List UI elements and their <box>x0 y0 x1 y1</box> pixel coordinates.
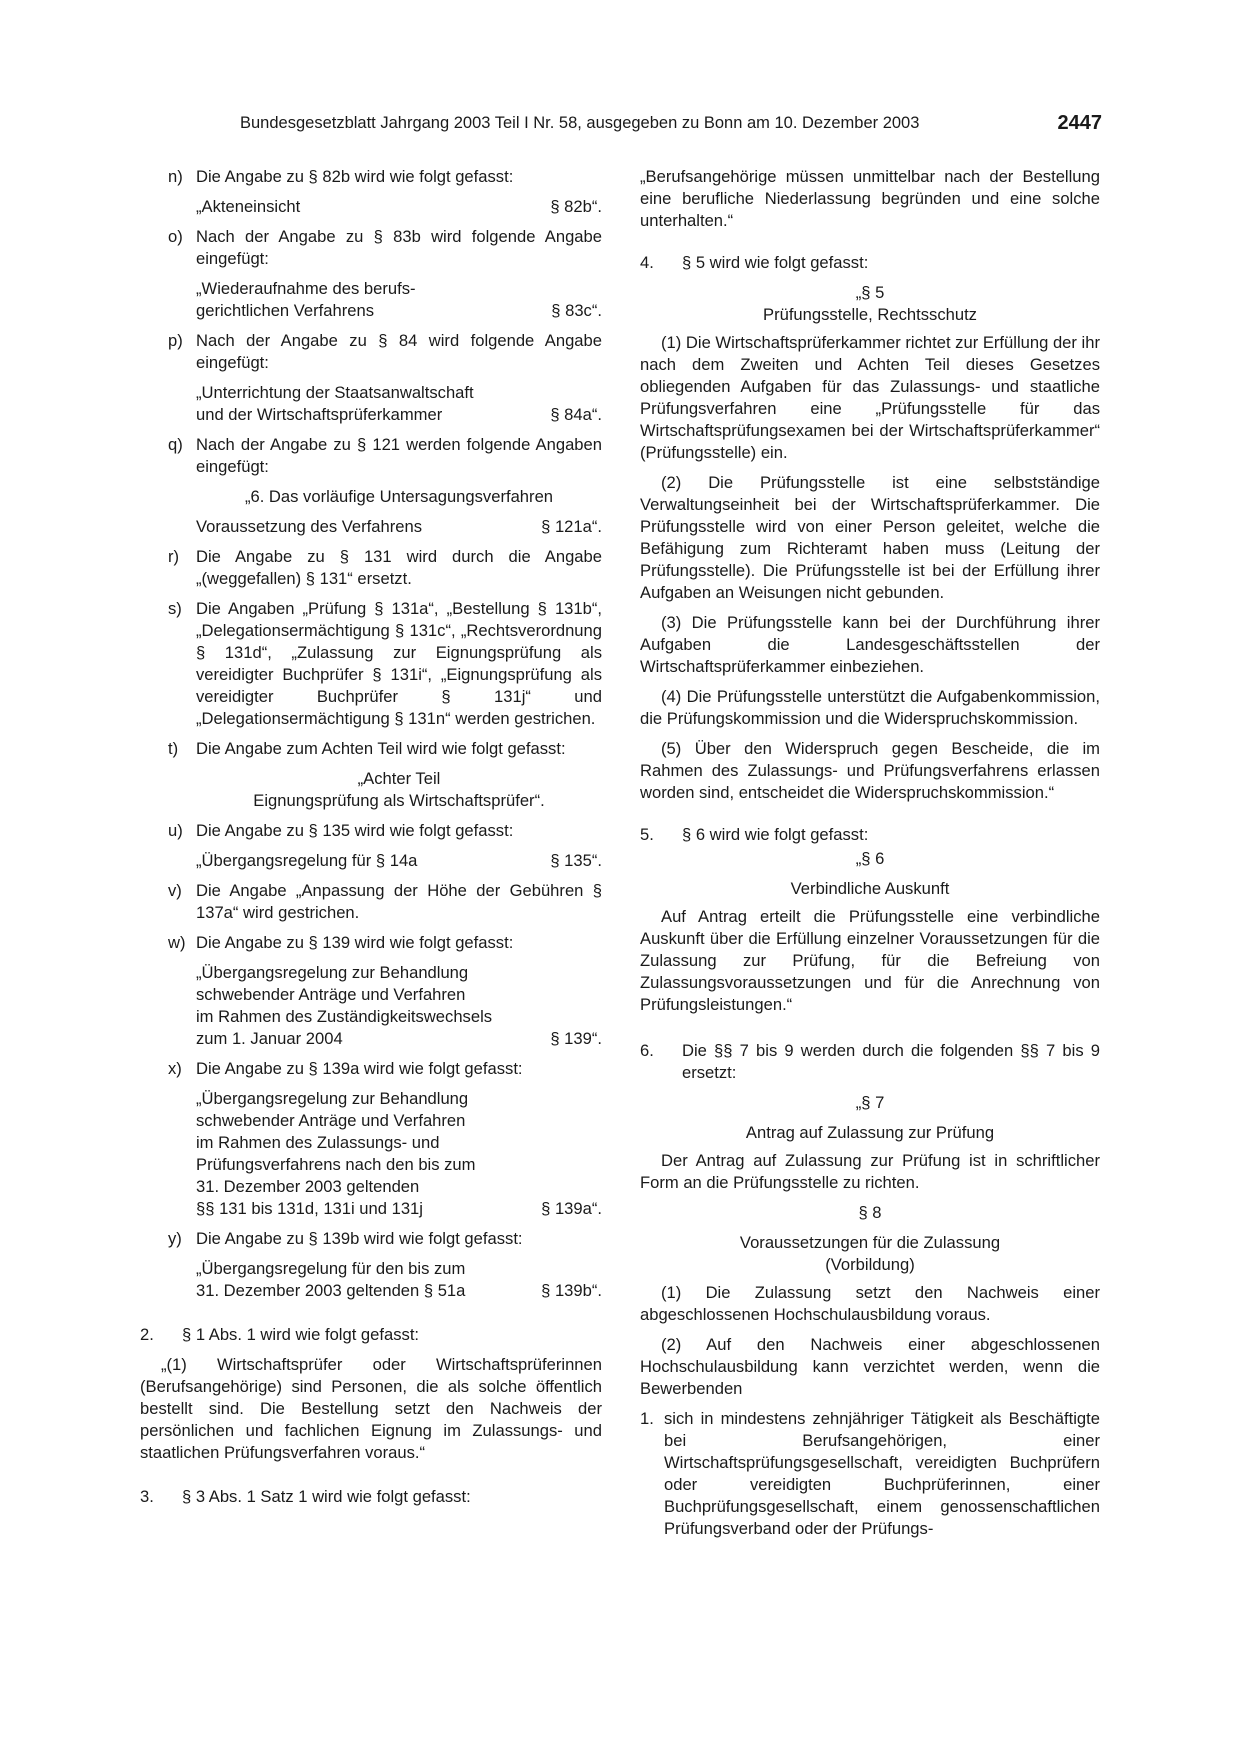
sub-item-1 <box>640 1408 1100 1540</box>
entry-ref: § 83c“. <box>551 301 602 320</box>
paragraph: Der Antrag auf Zulassung zur Prüfung ist in schriftlicher Form an die Prüfungsstelle zu richten. <box>640 1151 1100 1192</box>
item-label: u) <box>168 821 183 840</box>
entry-ref: § 121a“. <box>541 517 602 536</box>
paragraph: (1) Die Zulassung setzt den Nachweis einer abgeschlossenen Hochschulausbildung voraus. <box>640 1283 1100 1324</box>
entry-text: „Übergangsregelung zur Behandlung <box>196 963 469 982</box>
item-text: Nach der Angabe zu § 121 werden folgende Angaben eingefügt: <box>196 435 602 476</box>
item-text: Die Angabe zu § 139b wird wie folgt gefasst: <box>196 1229 523 1248</box>
entry-ref: § 139“. <box>550 1029 602 1048</box>
item-r <box>140 546 602 590</box>
item-label: o) <box>168 227 183 246</box>
item-label: 1. <box>640 1409 654 1428</box>
item-label: 3. <box>140 1487 154 1506</box>
entry-text: 31. Dezember 2003 geltenden <box>196 1177 420 1196</box>
item-2 <box>140 1324 602 1346</box>
entry-text: „Übergangsregelung zur Behandlung <box>196 1089 469 1108</box>
entry-text: und der Wirtschaftsprüferkammer <box>196 405 443 424</box>
item-label: q) <box>168 435 183 454</box>
item-label: t) <box>168 739 179 758</box>
item-label: 6. <box>640 1041 654 1060</box>
item-4 <box>640 252 1100 274</box>
item-text: Die Angabe zu § 82b wird wie folgt gefasst: <box>196 167 514 186</box>
entry-text: gerichtlichen Verfahrens <box>196 301 375 320</box>
entry-heading: „Achter Teil <box>357 769 441 788</box>
item-n <box>140 166 602 188</box>
entry-w <box>140 962 602 1050</box>
entry-y <box>140 1258 602 1302</box>
page-number: 2447 <box>1057 112 1102 134</box>
item-text: Nach der Angabe zu § 83b wird folgende Angabe eingefügt: <box>196 227 602 268</box>
entry-p <box>140 382 602 426</box>
item-text: Die §§ 7 bis 9 werden durch die folgenden §§ 7 bis 9 ersetzt: <box>682 1041 1100 1082</box>
item-text: Die Angabe zu § 135 wird wie folgt gefasst: <box>196 821 514 840</box>
paragraph: (2) Auf den Nachweis einer abgeschlossenen Hochschulausbildung kann verzichtet werden, wenn die Bewerbenden <box>640 1335 1100 1398</box>
section-number: § 8 <box>858 1203 882 1222</box>
item-text: Die Angabe „Anpassung der Höhe der Gebühren § 137a“ wird gestrichen. <box>196 881 602 922</box>
entry-o <box>140 278 602 322</box>
entry-n <box>140 196 602 218</box>
entry-text: „Übergangsregelung für den bis zum <box>196 1259 466 1278</box>
section-number: „§ 6 <box>855 849 885 868</box>
item-6 <box>640 1040 1100 1084</box>
section-title: Voraussetzungen für die Zulassung <box>739 1233 1001 1252</box>
section-subtitle: (Vorbildung) <box>825 1255 915 1274</box>
item-label: 5. <box>640 825 654 844</box>
left-column <box>140 166 602 1516</box>
item-label: y) <box>168 1229 182 1248</box>
section-title: Antrag auf Zulassung zur Prüfung <box>745 1123 995 1142</box>
entry-ref: § 139b“. <box>541 1281 602 1300</box>
item-5 <box>640 824 1100 846</box>
continued-text: „Berufsangehörige müssen unmittelbar nach der Bestellung eine berufliche Niederlassung begründen und eine solche unterhalten.“ <box>640 167 1100 230</box>
paragraph: (2) Die Prüfungsstelle ist eine selbstständige Verwaltungseinheit bei der Wirtschaftsprüferkammer. Die Prüfungsstelle wird von einer Person geleitet, welche die Befähigung zum Richteramt haben muss (Leitung der Prüfungsstelle). Die Prüfungsstelle ist bei der Erfüllung ihrer Aufgaben an Weisungen nicht gebunden. <box>640 473 1100 602</box>
entry-ref: § 84a“. <box>550 405 602 424</box>
item-label: n) <box>168 167 183 186</box>
entry-heading: Eignungsprüfung als Wirtschaftsprüfer“. <box>253 791 545 810</box>
item-text: Nach der Angabe zu § 84 wird folgende Angabe eingefügt: <box>196 331 602 372</box>
item-u <box>140 820 602 842</box>
item-text: Die Angabe zu § 131 wird durch die Angabe „(weggefallen) § 131“ ersetzt. <box>196 547 602 588</box>
item-text: Die Angabe zu § 139a wird wie folgt gefasst: <box>196 1059 523 1078</box>
item-text: § 6 wird wie folgt gefasst: <box>682 825 869 844</box>
header-title: Bundesgesetzblatt Jahrgang 2003 Teil I Nr. 58, ausgegeben zu Bonn am 10. Dezember 2003 <box>240 114 920 132</box>
right-column <box>640 166 1100 1548</box>
entry-ref: § 139a“. <box>541 1199 602 1218</box>
item-label: w) <box>168 933 186 952</box>
paragraph: (4) Die Prüfungsstelle unterstützt die Aufgabenkommission, die Prüfungskommission und die Widerspruchskommission. <box>640 687 1100 728</box>
entry-text: „Unterrichtung der Staatsanwaltschaft <box>196 383 474 402</box>
paragraph: (3) Die Prüfungsstelle kann bei der Durchführung ihrer Aufgaben die Landesgeschäftsstellen der Wirtschaftsprüferkammer einbeziehen. <box>640 613 1100 676</box>
item-label: s) <box>168 599 182 618</box>
item-text: Die Angabe zum Achten Teil wird wie folgt gefasst: <box>196 739 566 758</box>
entry-text: Voraussetzung des Verfahrens <box>196 517 423 536</box>
item-3 <box>140 1486 602 1508</box>
entry-x <box>140 1088 602 1220</box>
quote-item-2: „(1) Wirtschaftsprüfer oder Wirtschaftsprüferinnen (Berufsangehörige) sind Personen, die als solche öffentlich bestellt sind. Die Bestellung setzt den Nachweis der persönlichen und fachlichen Eignung im Zulassungs- und staatlichen Prüfungsverfahren voraus.“ <box>140 1355 602 1462</box>
entry-text: „Akteneinsicht <box>196 197 301 216</box>
item-label: v) <box>168 881 182 900</box>
entry-text: „Wiederaufnahme des berufs- <box>196 279 416 298</box>
item-s <box>140 598 602 730</box>
entry-text: im Rahmen des Zuständigkeitswechsels <box>196 1007 493 1026</box>
section-title: Verbindliche Auskunft <box>790 879 950 898</box>
entry-text: zum 1. Januar 2004 <box>196 1029 343 1048</box>
entry-text: §§ 131 bis 131d, 131i und 131j <box>196 1199 423 1218</box>
item-label: r) <box>168 547 180 566</box>
entry-text: im Rahmen des Zulassungs- und <box>196 1133 440 1152</box>
item-w <box>140 932 602 954</box>
entry-t <box>140 768 602 812</box>
item-label: 4. <box>640 253 654 272</box>
item-text: sich in mindestens zehnjähriger Tätigkeit als Beschäftigte bei Berufsangehörigen, einer Wirtschaftsprüfungsgesellschaft, vereidigten Buchprüfern oder vereidigten Buchprüferinnen, einer Buchprüfungsgesellschaft, einem genossenschaftlichen Prüfungsverband oder der Prüfungs- <box>664 1409 1100 1538</box>
section-number: „§ 5 <box>855 283 885 302</box>
entry-text: schwebender Anträge und Verfahren <box>196 1111 466 1130</box>
item-p <box>140 330 602 374</box>
item-label: p) <box>168 331 183 350</box>
item-t <box>140 738 602 760</box>
entry-heading: „6. Das vorläufige Untersagungsverfahren <box>244 487 554 506</box>
section-number: „§ 7 <box>855 1093 885 1112</box>
item-v <box>140 880 602 924</box>
section-title: Prüfungsstelle, Rechtsschutz <box>763 305 977 324</box>
item-label: x) <box>168 1059 182 1078</box>
paragraph: Auf Antrag erteilt die Prüfungsstelle eine verbindliche Auskunft über die Erfüllung einzelner Voraussetzungen für die Zulassung zur Prüfung, für die Befreiung von Zulassungsvoraussetzungen und für die Anrechnung von Prüfungsleistungen.“ <box>640 907 1100 1014</box>
entry-ref: § 82b“. <box>550 197 602 216</box>
entry-ref: § 135“. <box>550 851 602 870</box>
entry-text: Prüfungsverfahrens nach den bis zum <box>196 1155 476 1174</box>
entry-text: 31. Dezember 2003 geltenden § 51a <box>196 1281 466 1300</box>
item-o <box>140 226 602 270</box>
entry-text: schwebender Anträge und Verfahren <box>196 985 466 1004</box>
item-q <box>140 434 602 478</box>
item-text: § 5 wird wie folgt gefasst: <box>682 253 869 272</box>
entry-text: „Übergangsregelung für § 14a <box>196 851 418 870</box>
item-text: Die Angabe zu § 139 wird wie folgt gefasst: <box>196 933 514 952</box>
item-text: § 1 Abs. 1 wird wie folgt gefasst: <box>182 1325 420 1344</box>
item-label: 2. <box>140 1325 154 1344</box>
entry-q <box>140 486 602 538</box>
item-text: § 3 Abs. 1 Satz 1 wird wie folgt gefasst: <box>182 1487 471 1506</box>
entry-u <box>140 850 602 872</box>
paragraph: (5) Über den Widerspruch gegen Bescheide, die im Rahmen des Zulassungs- und Prüfungsverfahrens erlassen worden sind, entscheidet die Widerspruchskommission.“ <box>640 739 1100 802</box>
paragraph: (1) Die Wirtschaftsprüferkammer richtet zur Erfüllung der ihr nach dem Zweiten und Achten Teil dieses Gesetzes obliegenden Aufgaben für das Zulassungs- und staatliche Prüfungsverfahren eine „Prüfungsstelle für das Wirtschaftsprüfungsexamen bei der Wirtschaftsprüferkammer“ (Prüfungsstelle) ein. <box>640 333 1100 462</box>
item-x <box>140 1058 602 1080</box>
item-text: Die Angaben „Prüfung § 131a“, „Bestellung § 131b“, „Delegationsermächtigung § 131c“, „Rechtsverordnung § 131d“, „Zulassung zur Eignungsprüfung als vereidigter Buchprüfer § 131i“, „Eignungsprüfung als vereidigter Buchprüfer § 131j“ und „Delegationsermächtigung § 131n“ werden gestrichen. <box>196 599 602 728</box>
page-header <box>240 112 1102 136</box>
item-y <box>140 1228 602 1250</box>
